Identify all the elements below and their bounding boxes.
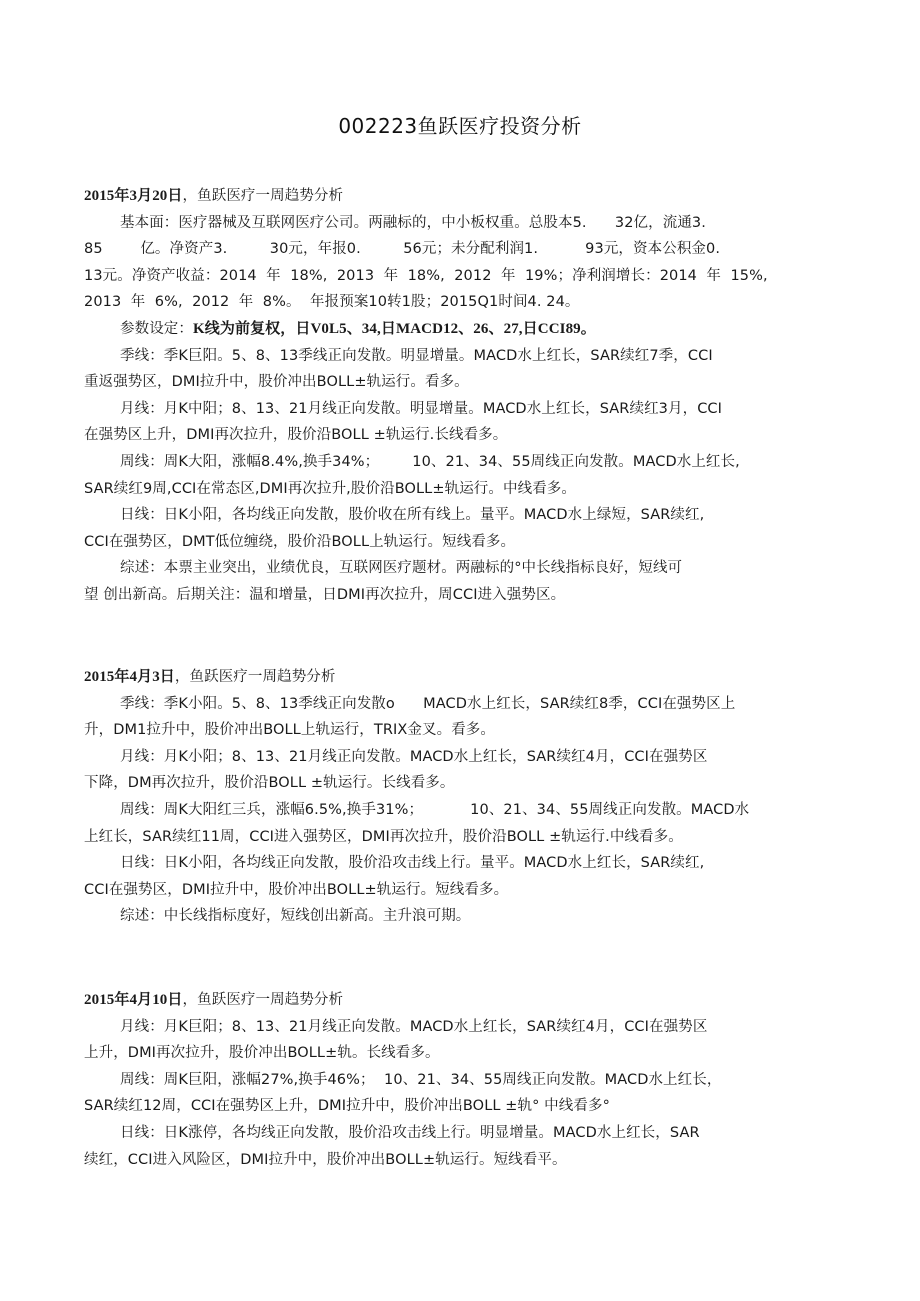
paragraph-line: 基本面：医疗器械及互联网医疗公司。两融标的，中小板权重。总股本5. 32亿，流通3. — [120, 214, 706, 231]
paragraph-line: 13元。净资产收益：2014 年 18%, 2013 年 18%, 2012 年 19%；净利润增长：2014 年 15%, — [84, 267, 768, 284]
paragraph-line: CCI在强势区，DMI拉升中，股价冲出BOLL±轨运行。短线看多。 — [84, 881, 509, 898]
paragraph-line: 周线：周K大阳，涨幅8.4%,换手34%； 10、21、34、55周线正向发散。MACD水上红长, — [120, 453, 740, 470]
paragraph-line: 季线：季K巨阳。5、8、13季线正向发散。明显增量。MACD水上红长，SAR续红7季，CCI — [120, 347, 713, 364]
section-date: 2015年4月3日 — [84, 669, 175, 685]
paragraph-line: 望 创出新高。后期关注：温和增量，日DMI再次拉升，周CCI进入强势区。 — [84, 586, 566, 603]
paragraph-line: 上升，DMI再次拉升，股价冲出BOLL±轨。长线看多。 — [84, 1045, 440, 1062]
paragraph-line: 上红长，SAR续红11周，CCI进入强势区，DMI再次拉升，股价沿BOLL ±轨运行.中线看多。 — [84, 828, 683, 845]
section-heading — [84, 664, 838, 691]
analysis-section-2015-04-10 — [84, 987, 838, 1173]
paragraph-line: 2013 年 6%, 2012 年 8%。 年报预案10转1股；2015Q1时间4. 24。 — [84, 294, 580, 311]
paragraph-line: 续红，CCI进入风险区，DMI拉升中，股价冲出BOLL±轨运行。短线看平。 — [84, 1151, 567, 1168]
paragraph-line: 月线：月K中阳；8、13、21月线正向发散。明显增量。MACD水上红长，SAR续红3月，CCI — [120, 400, 723, 417]
analysis-section-2015-04-03 — [84, 664, 838, 930]
paragraph-line: SAR续红12周，CCI在强势区上升，DMI拉升中，股价冲出BOLL ±轨° 中线看多° — [84, 1098, 610, 1115]
params-settings: K线为前复权，日V0L5、34,日MACD12、26、27,日CCI89。 — [193, 320, 596, 337]
paragraph-line: 周线：周K大阳红三兵，涨幅6.5%,换手31%； 10、21、34、55周线正向发散。MACD水 — [120, 801, 750, 818]
section-heading-text: ，鱼跃医疗一周趋势分析 — [182, 188, 344, 204]
paragraph-line: 综述：本票主业突出，业绩优良，互联网医疗题材。两融标的°中长线指标良好，短线可 — [120, 560, 683, 577]
paragraph-line: 85 亿。净资产3. 30元，年报0. 56元；未分配利润1. 93元，资本公积金0. — [84, 241, 721, 258]
paragraph-line: 下降，DM再次拉升，股价沿BOLL ±轨运行。长线看多。 — [84, 775, 455, 792]
paragraph-line: 日线：日K小阳，各均线正向发散，股价沿攻击线上行。量平。MACD水上红长，SAR续红, — [120, 855, 705, 872]
paragraph-line: 周线：周K巨阳，涨幅27%,换手46%； 10、21、34、55周线正向发散。MACD水上红长， — [120, 1071, 722, 1088]
paragraph-line: 季线：季K小阳。5、8、13季线正向发散o MACD水上红长，SAR续红8季，CCI在强势区上 — [120, 695, 736, 712]
paragraph-line: 日线：日K小阳，各均线正向发散，股价收在所有线上。量平。MACD水上绿短，SAR续红, — [120, 507, 705, 524]
paragraph-line: 升，DM1拉升中，股价冲出BOLL上轨运行，TRIX金叉。看多。 — [84, 722, 496, 739]
paragraph-line: SAR续红9周,CCI在常态区,DMI再次拉升,股价沿BOLL±轨运行。中线看多。 — [84, 480, 577, 497]
paragraph-line: 月线：月K巨阳；8、13、21月线正向发散。MACD水上红长，SAR续红4月，CCI在强势区 — [120, 1018, 708, 1035]
analysis-section-2015-03-20 — [84, 183, 838, 609]
page-title: 002223鱼跃医疗投资分析 — [338, 114, 582, 138]
paragraph-line: 日线：日K涨停，各均线正向发散，股价沿攻击线上行。明显增量。MACD水上红长，SAR — [120, 1124, 700, 1141]
section-heading — [84, 183, 838, 210]
section-heading-text: ，鱼跃医疗一周趋势分析 — [182, 992, 344, 1008]
section-date: 2015年3月20日 — [84, 188, 183, 204]
paragraph-line: 月线：月K小阳；8、13、21月线正向发散。MACD水上红长，SAR续红4月，CCI在强势区 — [120, 748, 708, 765]
section-heading — [84, 987, 838, 1014]
params-label: 参数设定： — [120, 320, 193, 337]
paragraph-line: 在强势区上升，DMI再次拉升，股价沿BOLL ±轨运行.长线看多。 — [84, 427, 508, 444]
paragraph-line — [84, 316, 838, 343]
section-date: 2015年4月10日 — [84, 992, 183, 1008]
section-heading-text: ，鱼跃医疗一周趋势分析 — [174, 669, 336, 685]
paragraph-line: 重返强势区，DMI拉升中，股价冲出BOLL±轨运行。看多。 — [84, 374, 469, 391]
paragraph-line: 综述：中长线指标度好，短线创出新高。主升浪可期。 — [120, 908, 471, 925]
paragraph-line: CCI在强势区，DMT低位缠绕，股价沿BOLL上轨运行。短线看多。 — [84, 533, 516, 550]
